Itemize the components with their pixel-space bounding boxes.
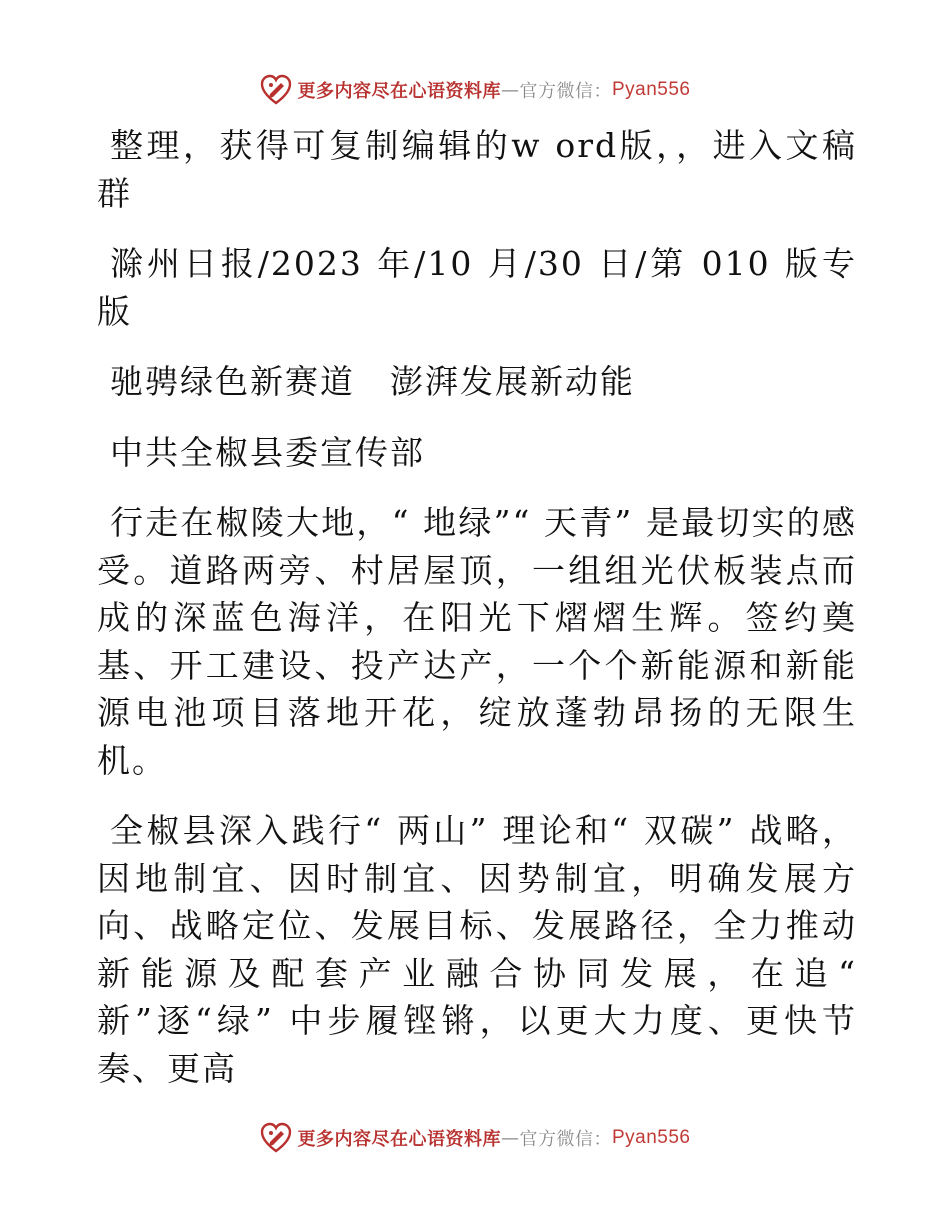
banner-wechat-id: Pyan556 xyxy=(611,1127,691,1148)
heart-pen-icon xyxy=(259,1121,293,1155)
banner-wechat-label: 官方微信： xyxy=(519,81,612,102)
footer-watermark xyxy=(0,1118,950,1158)
source-line: 滁州日报/2023 年/10 月/30 日/第 010 版专版 xyxy=(97,244,857,331)
headline: 驰骋绿色新赛道 澎湃发展新动能 xyxy=(110,362,635,401)
banner-wechat-label: 官方微信： xyxy=(519,1129,612,1150)
document-body xyxy=(97,122,857,1115)
author-line: 中共全椒县委宣传部 xyxy=(110,432,425,472)
banner-wechat-id: Pyan556 xyxy=(611,79,691,100)
paragraph-2: 全椒县深入践行“ 两山” 理论和“ 双碳” 战略，因地制宜、因时制宜、因势制宜，明确发展方向、战略定位、发展目标、发展路径，全力推动新能源及配套产业融合协同发展，在追“ 新”逐“绿” 中步履铿锵，以更大力度、更快节奏、更高 xyxy=(97,811,857,1088)
banner-library-text: 更多内容尽在心语资料库 xyxy=(297,1129,501,1150)
banner-dash: — xyxy=(500,79,520,101)
intro-line: 整理，获得可复制编辑的w ord版，，进入文稿群 xyxy=(97,126,857,213)
banner-dash: — xyxy=(500,1127,520,1149)
header-watermark xyxy=(0,70,950,110)
paragraph-1: 行走在椒陵大地，“ 地绿”“ 天青” 是最切实的感受。道路两旁、村居屋顶，一组组光伏板装点而成的深蓝色海洋，在阳光下熠熠生辉。签约奠基、开工建设、投产达产，一个个新能源和新能源电池项目落地开花，绽放蓬勃昂扬的无限生机。 xyxy=(97,503,857,780)
banner-library-text: 更多内容尽在心语资料库 xyxy=(297,81,501,102)
heart-pen-icon xyxy=(259,73,293,107)
